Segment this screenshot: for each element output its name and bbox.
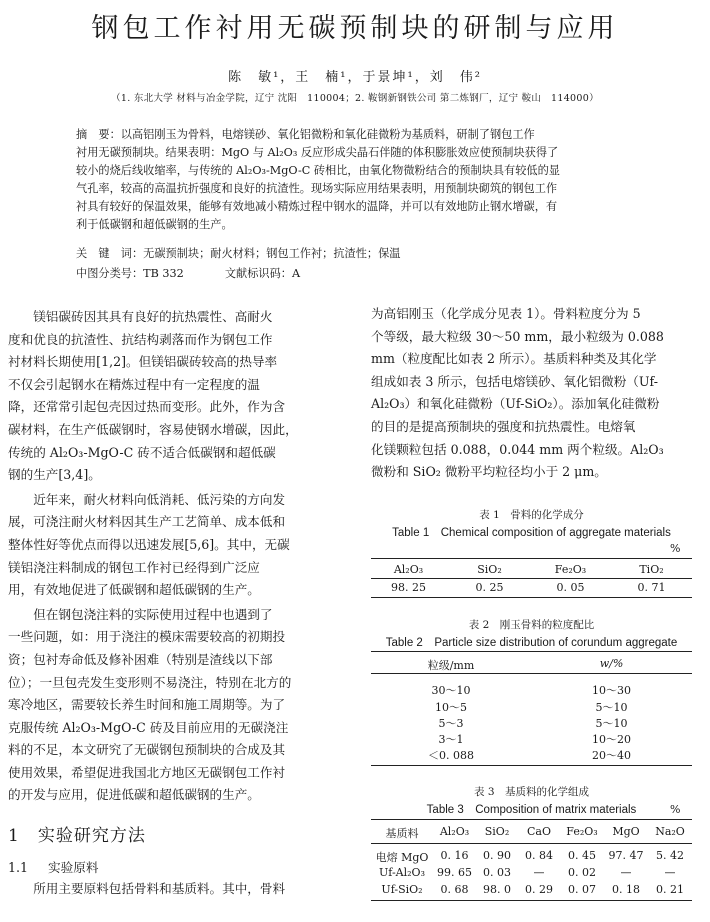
table3-cell: 0. 21: [656, 883, 684, 896]
table3-bottom-rule: [371, 900, 692, 901]
clc-label: 中图分类号：: [76, 267, 144, 280]
text-line: 度和优良的抗渣性、抗结构剥落而作为钢包工作: [8, 331, 273, 347]
table1-header-rule: [371, 578, 692, 579]
left-column: [8, 306, 348, 807]
table3-header-cell: SiO₂: [484, 825, 510, 838]
abstract-label: 摘 要：: [76, 128, 121, 141]
table3-header-cell: Al₂O₃: [439, 825, 470, 838]
text-line: 微粉和 SiO₂ 微粉平均粒径均小于 2 μm。: [371, 464, 607, 480]
text-line: 展，可浇注耐火材料因其生产工艺简单、成本低和: [8, 514, 286, 530]
classification-line: [76, 265, 300, 281]
table3-cell: Uf-Al₂O₃: [379, 866, 425, 879]
table3-cell: 0. 45: [568, 849, 596, 862]
table3-cell: 电熔 MgO: [375, 851, 429, 864]
abstract-line: 衬具有较好的保温效果，能够有效地减小精炼过程中钢水的温降，并可以有效地防止钢水增碳，有: [76, 200, 558, 213]
table2-top-rule: [371, 651, 692, 652]
table1-caption-en: Table 1 Chemical composition of aggregate materials: [392, 527, 671, 539]
table1-unit: %: [670, 542, 681, 555]
text-line: 镁铝碳砖因其具有良好的抗热震性、高耐火: [33, 309, 273, 324]
table2-cell: 10～5: [435, 701, 467, 714]
keywords-text: 无碳预制块；耐火材料；钢包工作衬；抗渣性；保温: [143, 247, 401, 260]
table3-cell: —: [664, 866, 676, 879]
author-list: 陈 敏¹，王 楠¹，于景坤¹，刘 伟²: [228, 70, 482, 85]
doc-code-label: 文献标识码：: [224, 267, 292, 280]
paragraph-2: [8, 489, 348, 602]
subsection-heading-1-1: [8, 857, 98, 876]
table3-cell: 99. 65: [437, 866, 472, 879]
table1-value-cell: 98. 25: [391, 581, 426, 594]
abstract-line: 衬用无碳预制块。结果表明：MgO 与 Al₂O₃ 反应形成尖晶石伴随的体积膨胀效应使预制块获得了: [76, 146, 559, 159]
affiliation: （1. 东北大学 材料与冶金学院，辽宁 沈阳 110004；2. 鞍钢新钢铁公司 第二炼钢厂，辽宁 鞍山 114000）: [111, 93, 599, 104]
abstract-text: 以高铝刚玉为骨料，电熔镁砂、氧化铝微粉和氧化硅微粉为基质料，研制了钢包工作: [120, 128, 535, 141]
table2-cell: 5～10: [595, 717, 628, 730]
table2-caption-cn: 表 2 刚玉骨料的粒度配比: [468, 619, 595, 631]
table2-header-rule: [371, 673, 692, 674]
table3-cell: —: [620, 866, 632, 879]
table3-header-cell: CaO: [527, 825, 551, 838]
table3-cell: 0. 03: [483, 866, 511, 879]
table1-value-cell: 0. 71: [637, 581, 666, 594]
table3-cell: 0. 16: [440, 849, 469, 862]
paper-title: 钢包工作衬用无碳预制块的研制与应用: [91, 13, 619, 44]
table3-caption-en: Table 3 Composition of matrix materials: [426, 804, 637, 816]
table3-top-rule: [371, 819, 692, 820]
table3-cell: 0. 68: [440, 883, 469, 896]
abstract-line: 较小的烧后线收缩率，与传统的 Al₂O₃-MgO-C 砖相比，由氧化物微粉结合的预制块具有较低的显: [76, 164, 560, 177]
table3-cell: 98. 0: [483, 883, 511, 896]
table3-cell: 0. 07: [568, 883, 596, 896]
table1-caption-cn: 表 1 骨料的化学成分: [479, 509, 584, 521]
section-title: 实验研究方法: [37, 826, 146, 846]
right-column: [371, 303, 692, 484]
table3-header-rule: [371, 843, 692, 844]
table2-cell: 3～1: [438, 733, 464, 746]
text-line: 不仅会引起钢水在精炼过程中有一定程度的温: [8, 376, 260, 392]
text-line: 使用效果，希望促进我国北方地区无碳钢包工作衬: [8, 764, 286, 780]
table3-cell: 0. 84: [525, 849, 553, 862]
table3-unit: %: [670, 803, 681, 816]
table1-value-cell: 0. 05: [556, 581, 585, 594]
clc-value: TB 332: [143, 267, 184, 280]
table1-header-cell: Fe₂O₃: [554, 563, 587, 576]
table2-cell: 5～10: [595, 701, 628, 714]
text-line: 资；包衬寿命低及修补困难（特别是渣线以下部: [8, 651, 273, 667]
text-line: 一些问题，如：用于浇注的模床需要较高的初期投: [8, 629, 286, 645]
text-line: 用，有效地促进了低碳钢和超低碳钢的生产。: [8, 582, 260, 598]
text-line: 整体性好等优点而得以迅速发展[5,6]。其中，无碳: [8, 536, 290, 552]
text-line: 的目的是提高预制块的强度和抗热震性。电熔氧: [371, 418, 636, 434]
table3-cell: 97. 47: [608, 849, 644, 862]
table3-header-cell: MgO: [612, 825, 640, 838]
table3-cell: 0. 02: [568, 866, 596, 879]
paragraph-4: [8, 878, 348, 900]
abstract-line: 气孔率，较高的高温抗折强度和良好的抗渣性。现场实际应用结果表明，用预制块砌筑的钢包工作: [76, 182, 558, 195]
table3-cell: 0. 90: [483, 849, 511, 862]
table1-bottom-rule: [371, 597, 692, 598]
section-heading-1: [8, 821, 146, 846]
keywords-label: 关 键 词：: [76, 247, 144, 260]
text-line: 化镁颗粒包括 0.088，0.044 mm 两个粒级。Al₂O₃: [371, 441, 664, 457]
table2-cell: 10～30: [592, 684, 631, 697]
table1-header-cell: TiO₂: [639, 563, 664, 576]
text-line: 克服传统 Al₂O₃-MgO-C 砖及目前应用的无碳浇注: [8, 719, 289, 735]
subsection-number: 1.1: [8, 860, 29, 875]
table2-caption-en: Table 2 Particle size distribution of corundum aggregate: [385, 637, 678, 649]
text-line: 的开发与应用，促进低碳和超低碳钢的生产。: [8, 787, 260, 803]
text-line: 所用主要原料包括骨料和基质料。其中，骨料: [33, 881, 286, 896]
table2-cell: ＜0. 088: [428, 749, 474, 762]
table1-top-rule: [371, 558, 692, 559]
keywords-line: [76, 245, 400, 261]
table3-cell: 5. 42: [656, 849, 684, 862]
text-line: 降，还常常引起包壳因过热而变形。此外，作为含: [8, 399, 286, 415]
abstract-line: 利于低碳钢和超低碳钢的生产。: [76, 218, 233, 231]
table3-cell: —: [533, 866, 545, 879]
table3-header-cell: 基质料: [385, 827, 419, 840]
paragraph-1: [8, 306, 348, 487]
text-line: 但在钢包浇注料的实际使用过程中也遇到了: [33, 606, 273, 622]
text-line: 镁铝浇注料制成的钢包工作衬已经得到广泛应: [8, 559, 260, 575]
text-line: 料的不足，本文研究了无碳钢包预制块的合成及其: [8, 742, 286, 758]
text-line: 衬材料长期使用[1,2]。但镁铝碳砖较高的热导率: [8, 354, 278, 370]
table3-header-cell: Na₂O: [655, 825, 685, 838]
text-line: 位）；一旦包壳发生变形则不易浇注，特别在北方的: [8, 674, 292, 690]
table3-cell: 0. 18: [612, 883, 640, 896]
table3-cell: 0. 29: [525, 883, 553, 896]
table2-bottom-rule: [371, 765, 692, 766]
text-line: 钢的生产[3,4]。: [8, 467, 101, 483]
abstract-block: [76, 126, 646, 234]
text-line: 传统的 Al₂O₃-MgO-C 砖不适合低碳钢和超低碳: [8, 444, 276, 460]
table2-header-cell: w/%: [599, 657, 624, 670]
doc-code-value: A: [292, 267, 301, 280]
subsection-title: 实验原料: [48, 860, 99, 875]
text-line: 碳材料，在生产低碳钢时，容易使钢水增碳，因此，: [8, 421, 298, 437]
table2-header-cell: 粒级/mm: [427, 659, 475, 672]
text-line: 个等级，最大粒级 30～50 mm，最小粒级为 0.088: [371, 328, 664, 344]
abstract-line: [76, 126, 646, 144]
text-line: 为高铝刚玉（化学成分见表 1）。骨料粒度分为 5: [371, 306, 641, 321]
text-line: Al₂O₃）和氧化硅微粉（Uf-SiO₂）。添加氧化硅微粉: [371, 396, 660, 412]
paragraph-3: [8, 604, 348, 807]
text-line: mm（粒度配比如表 2 所示）。基质料种类及其化学: [371, 351, 657, 367]
table1-value-cell: 0. 25: [475, 581, 504, 594]
table1-header-cell: Al₂O₃: [393, 563, 424, 576]
table2-cell: 5～3: [438, 717, 464, 730]
table2-cell: 20～40: [592, 749, 631, 762]
table2-cell: 30～10: [431, 684, 471, 697]
table1-header-cell: SiO₂: [477, 563, 502, 576]
table2-cell: 10～20: [592, 733, 631, 746]
section-number: 1: [8, 826, 20, 846]
table3-cell: Uf-SiO₂: [381, 883, 423, 896]
text-line: 寒冷地区，需要较长养生时间和施工周期等。为了: [8, 697, 286, 713]
text-line: 近年来，耐火材料向低消耗、低污染的方向发: [33, 491, 286, 507]
table3-caption-cn: 表 3 基质料的化学组成: [473, 786, 590, 798]
table3-header-cell: Fe₂O₃: [566, 825, 598, 838]
text-line: 组成如表 3 所示，包括电熔镁砂、氧化铝微粉（Uf-: [371, 373, 658, 389]
